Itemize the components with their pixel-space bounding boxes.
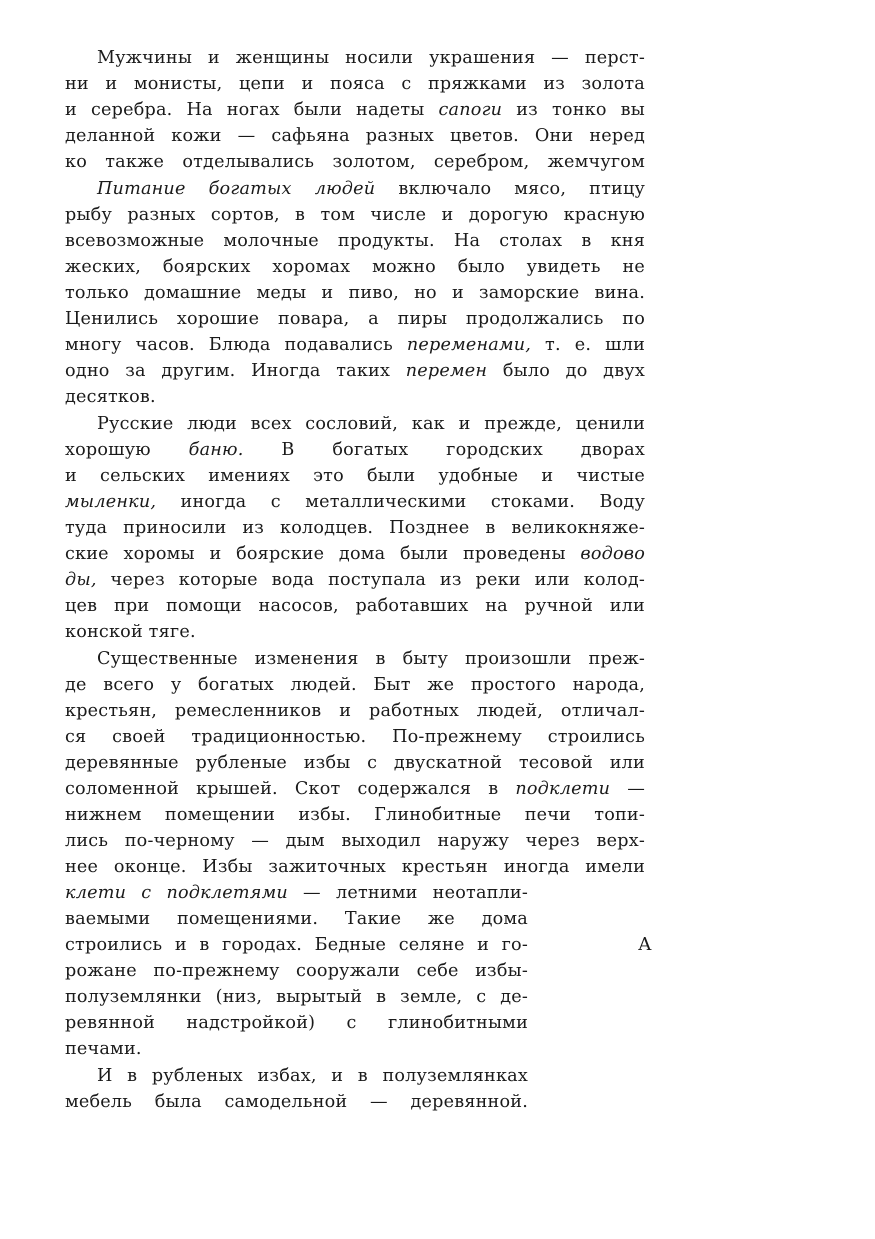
text-line xyxy=(65,515,645,541)
text-line xyxy=(65,280,645,306)
text-run: и серебра. На ногах были надеты xyxy=(65,100,439,120)
text-run: В богатых городских дворах xyxy=(243,440,645,460)
text-run: было до двух xyxy=(487,361,645,381)
italic-term: переменами, xyxy=(406,335,532,355)
text-line xyxy=(65,463,645,489)
text-line xyxy=(65,489,645,515)
text-run: туда приносили из колодцев. Позднее в великокняже- xyxy=(65,518,645,538)
italic-term: водово xyxy=(580,544,645,564)
text-line xyxy=(65,97,645,123)
text-line xyxy=(65,1036,528,1062)
italic-term: сапоги xyxy=(438,100,503,120)
text-line xyxy=(65,619,645,645)
text-run: Ценились хорошие повара, а пиры продолжались по xyxy=(65,309,645,329)
text-run: из тонко вы xyxy=(502,100,645,120)
text-run: и сельских имениях это были удобные и чистые xyxy=(65,466,645,486)
text-line xyxy=(65,176,645,202)
text-run: конской тяге. xyxy=(65,622,196,642)
text-run: печами. xyxy=(65,1039,142,1059)
text-run: включало мясо, птицу xyxy=(375,179,646,199)
text-line xyxy=(65,71,645,97)
text-line xyxy=(65,306,645,332)
text-line xyxy=(65,828,645,854)
italic-term: подклети xyxy=(515,779,611,799)
text-run: И в рубленых избах, и в полуземлянках xyxy=(97,1066,528,1086)
text-line xyxy=(65,906,528,932)
text-run: через которые вода поступала из реки или колод- xyxy=(96,570,645,590)
text-run: деланной кожи — сафьяна разных цветов. Они неред xyxy=(65,126,645,146)
text-line xyxy=(65,1010,528,1036)
figure-marker: А xyxy=(638,934,652,955)
text-line xyxy=(65,1089,528,1115)
text-line xyxy=(65,202,645,228)
text-run: соломенной крышей. Скот содержался в xyxy=(65,779,516,799)
text-run: хорошую xyxy=(65,440,189,460)
text-run: многу часов. Блюда подавались xyxy=(65,335,407,355)
text-run: ские хоромы и боярские дома были проведены xyxy=(65,544,581,564)
text-line xyxy=(65,854,645,880)
text-run: всевозможные молочные продукты. На столах в кня xyxy=(65,231,645,251)
text-line xyxy=(65,593,645,619)
text-line xyxy=(65,567,645,593)
text-line xyxy=(65,45,645,71)
text-run: Существенные изменения в быту произошли преж- xyxy=(97,649,645,669)
text-run: ни и монисты, цепи и пояса с пряжками из золота xyxy=(65,74,645,94)
text-line xyxy=(65,228,645,254)
text-run: десятков. xyxy=(65,387,156,407)
text-run: одно за другим. Иногда таких xyxy=(65,361,406,381)
text-line xyxy=(65,541,645,567)
text-run: — летними неотапли- xyxy=(287,883,529,903)
italic-term: перемен xyxy=(405,361,488,381)
text-line xyxy=(65,724,645,750)
text-run: Мужчины и женщины носили украшения — перст- xyxy=(97,48,645,68)
text-run: полуземлянки (низ, вырытый в земле, с де- xyxy=(65,987,528,1007)
text-line xyxy=(65,672,645,698)
text-run: только домашние меды и пиво, но и заморские вина. xyxy=(65,283,645,303)
italic-term: мыленки, xyxy=(65,492,157,512)
text-run: рожане по-прежнему сооружали себе избы- xyxy=(65,961,528,981)
text-run: ся своей традиционностью. По-прежнему строились xyxy=(65,727,645,747)
text-line xyxy=(65,776,645,802)
italic-term: баню. xyxy=(188,440,244,460)
text-run: — xyxy=(610,779,645,799)
italic-term: клети с подклетями xyxy=(65,883,288,903)
text-line xyxy=(65,958,528,984)
text-line xyxy=(65,646,645,672)
text-run: цев при помощи насосов, работавших на ручной или xyxy=(65,596,645,616)
text-run: Русские люди всех сословий, как и прежде, ценили xyxy=(97,414,645,434)
text-line xyxy=(65,384,645,410)
text-run: рыбу разных сортов, в том числе и дорогую красную xyxy=(65,205,645,225)
text-run: иногда с металлическими стоками. Воду xyxy=(156,492,645,512)
text-run: ваемыми помещениями. Такие же дома xyxy=(65,909,528,929)
text-run: нижнем помещении избы. Глинобитные печи топи- xyxy=(65,805,645,825)
text-line xyxy=(65,411,645,437)
text-line xyxy=(65,254,645,280)
text-run: мебель была самодельной — деревянной. xyxy=(65,1092,528,1112)
text-line xyxy=(65,932,528,958)
text-run: ко также отделывались золотом, серебром, жемчугом xyxy=(65,152,645,172)
text-run: де всего у богатых людей. Быт же простого народа, xyxy=(65,675,645,695)
text-run: лись по-черному — дым выходил наружу через верх- xyxy=(65,831,645,851)
text-run: крестьян, ремесленников и работных людей, отличал- xyxy=(65,701,645,721)
italic-term: ды, xyxy=(65,570,97,590)
text-line xyxy=(65,802,645,828)
italic-term: Питание богатых людей xyxy=(97,179,376,199)
text-line xyxy=(65,880,528,906)
text-run: строились и в городах. Бедные селяне и го- xyxy=(65,935,528,955)
text-line xyxy=(65,332,645,358)
text-line xyxy=(65,149,645,175)
text-run: деревянные рубленые избы с двускатной тесовой или xyxy=(65,753,645,773)
text-run: ревянной надстройкой) с глинобитными xyxy=(65,1013,528,1033)
text-run: жеских, боярских хоромах можно было увидеть не xyxy=(65,257,645,277)
text-line xyxy=(65,750,645,776)
text-line xyxy=(65,437,645,463)
text-line xyxy=(65,984,528,1010)
text-line xyxy=(65,123,645,149)
text-line xyxy=(65,1063,528,1089)
text-run: т. е. шли xyxy=(531,335,645,355)
text-run: нее оконце. Избы зажиточных крестьян иногда имели xyxy=(65,857,645,877)
text-line xyxy=(65,698,645,724)
text-line xyxy=(65,358,645,384)
